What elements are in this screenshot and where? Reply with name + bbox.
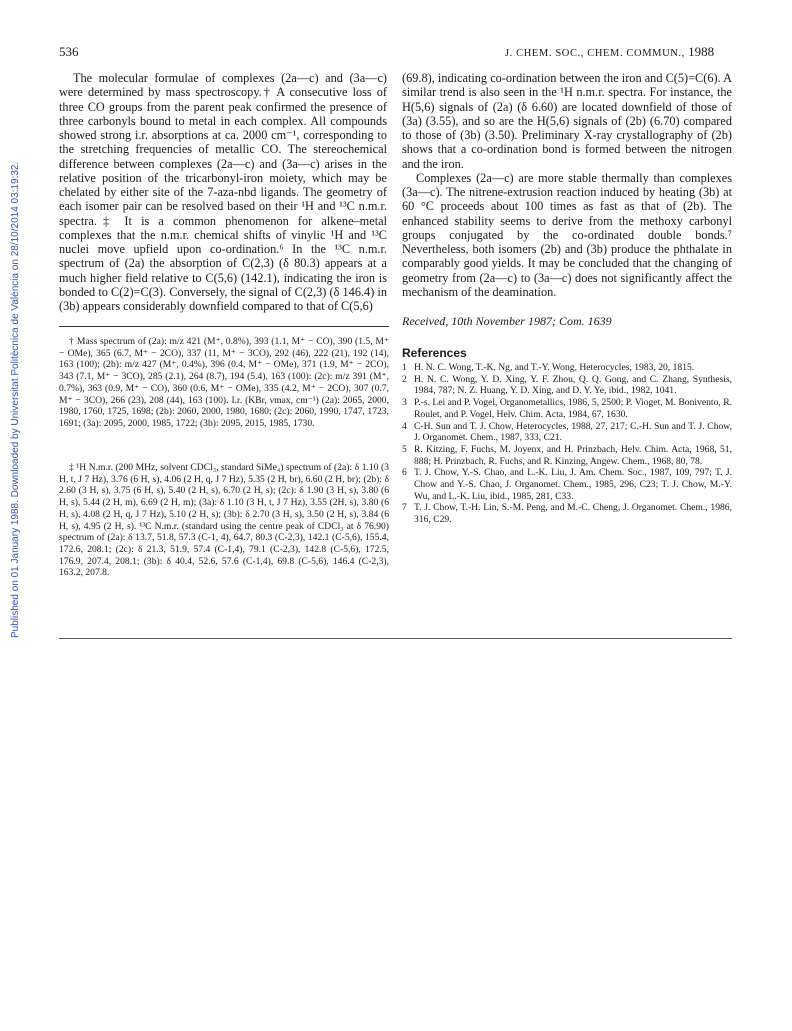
page-number: 536 [59, 44, 79, 59]
footnote-mass-spectrum [59, 336, 389, 430]
reference-number: 6 [402, 467, 407, 479]
reference-number: 3 [402, 397, 407, 409]
references-heading: References [402, 346, 467, 360]
publication-side-note [0, 150, 20, 650]
reference-number: 5 [402, 443, 407, 455]
journal-name: J. CHEM. SOC., CHEM. COMMUN., [505, 48, 685, 59]
reference-item [402, 444, 732, 467]
reference-item [402, 397, 732, 420]
reference-number: 4 [402, 420, 407, 432]
footnote-divider [59, 326, 389, 327]
reference-item [402, 362, 732, 374]
reference-number: 1 [402, 362, 407, 373]
body-paragraph: Complexes (2a—c) are more stable thermally than complexes (3a—c). The nitrene-extrusion reaction induced by heating (3b) at 60 °C proceeds about 100 times as fast as that of (2b). The enhanced stability seems to derive from the methoxy carbonyl groups conjugated by the co-ordinated double bonds.⁷ Nevertheless, both isomers (2b) and (3b) produce the phthalate in comparably good yields. It may be concluded that the changing of geometry from (2a—c) to (3a—c) does not significantly affect the mechanism of the deamination. [402, 170, 732, 299]
reference-item [402, 374, 732, 397]
page-bottom-rule [59, 638, 732, 639]
journal-year: 1988 [688, 44, 715, 59]
reference-item [402, 421, 732, 444]
footnote-text: † Mass spectrum of (2a): m/z 421 (M⁺, 0.8%), 393 (1.1, M⁺ − CO), 390 (1.5, M⁺ − OMe), 365 (6.7, M⁺ − 2CO), 337 (11, M⁺ − 3CO), 292 (46), 222 (21), 192 (14), 163 (100); (2b): m/z 427 (M⁺, 0.4%), 396 (0.4, M⁺ − OMe), 371 (1.9, M⁺ − 2CO), 343 (7.1, M⁺ − 3CO), 285 (2.1), 264 (8.7), 194 (5.4), 163 (100): (2c): m/z 391 (M⁺, 0.7%), 363 (0.9, M⁺ − CO), 360 (0.6, M⁺ − OMe), 335 (4.2, M⁺ − 2CO), 307 (0.7, M⁺ − 3CO), 266 (23), 208 (44), 163 (100). I.r. (KBr, νmax, cm⁻¹) (2a): 2065, 2000, 1980, 1760, 1725, 1698; (2b): 2060, 2000, 1980, 1680; (2c): 2060, 1990, 1747, 1723, 1691; (3a): 2095, 2000, 1985, 1722; (3b): 2095, 2015, 1985, 1730. [59, 336, 389, 429]
reference-text: T. J. Chow, T.-H. Lin, S.-M. Peng, and M.-C. Cheng, J. Organomet. Chem., 1986, 316, C29. [414, 502, 732, 526]
footnote-text: ‡ ¹H N.m.r. (200 MHz, solvent CDCl₃, standard SiMe₄) spectrum of (2a): δ 1.10 (3 H, t, J 7 Hz), 3.76 (6 H, s), 4.06 (2 H, q, J 7 Hz), 5.35 (2 H, br), 6.60 (2 H, br); (2b): δ 2.60 (3 H, s), 3.75 (6 H, s), 5.40 (2 H, s), 6.70 (2 H, s); (2c): δ 1.90 (3 H, s), 3.80 (6 H, s), 5.44 (2 H, m), 6.69 (2 H, m); (3a): δ 1.10 (3 H, t, J 7 Hz), 3.55 (2H, s), 3.80 (6 H, s), 4.08 (2 H, q, J 7 Hz), 5.10 (2 H, s); (3b): δ 2.70 (3 H, s), 3.50 (2 H, s), 3.84 (6 H, s), 4.95 (2 H, s). ¹³C N.m.r. (standard using the centre peak of CDCl₃ at δ 76.90) spectrum of (2a): δ 13.7, 51.8, 57.3 (C-1, 4), 64.7, 80.3 (C-2,3), 142.1 (C-5,6), 155.4, 172.6, 208.1; (2c): δ 21.3, 51.9, 57.4 (C-1,4), 79.1 (C-2,3), 142.8 (C-5,6), 172.5, 176.9, 207.4, 208.1; (3b): δ 40.4, 52.6, 57.6 (C-1,4), 69.8 (C-5,6), 146.4 (C-2,3), 163.2, 207.8. [59, 462, 389, 579]
reference-number: 7 [402, 502, 407, 514]
reference-text: H. N. C. Wong, Y. D. Xing, Y. F. Zhou, Q. Q. Gong, and C. Zhang, Synthesis, 1984, 787; N. Z. Huang, Y. D. Xing, and D. Y. Ye, ibid., 1982, 1041. [414, 373, 732, 397]
footnote-nmr [59, 462, 389, 579]
reference-text: T. J. Chow, Y.-S. Chao, and L.-K. Liu, J. Am. Chem. Soc., 1987, 109, 797; T. J. Chow and Y.-S. Chao, J. Organomet. Chem., 1985, 296, C23; T. J. Chow, M.-Y. Wu, and L.-K. Liu, ibid., 1985, 281, C33. [414, 467, 732, 502]
side-note-text[interactable]: Published on 01 January 1988. Downloaded by Universitat Politècnica de València on 28/10/2014 03:19:32. [10, 161, 21, 638]
reference-number: 2 [402, 373, 407, 385]
reference-text: P.-s. Lei and P. Vogel, Organometallics, 1986, 5, 2500; P. Vioget, M. Bonivento, R. Roulet, and P. Vogel, Helv. Chim. Acta, 1984, 67, 1630. [414, 397, 732, 420]
references-list [402, 362, 732, 526]
reference-text: C-H. Sun and T. J. Chow, Heterocycles, 1988, 27, 217; C.-H. Sun and T. J. Chow, J. Organomet. Chem., 1987, 333, C21. [414, 420, 732, 444]
left-column [59, 71, 387, 313]
body-paragraph: (69.8), indicating co-ordination between the iron and C(5)=C(6). A similar trend is also seen in the ¹H n.m.r. spectra. For instance, the H(5,6) signals of (2a) (δ 6.60) are located downfield of those of (3a) (3.55), and so are the H(5,6) signals of (2b) (6.70) compared to those of (3b) (3.50). Preliminary X-ray crystallography of (2b) shows that a co-ordination bond is formed between the nitrogen and the iron. [402, 71, 732, 171]
received-date: Received, 10th November 1987; Com. 1639 [402, 314, 612, 328]
reference-text: R. Kitzing, F. Fuchs, M. Joyenx, and H. Prinzbach, Helv. Chim. Acta, 1968, 51, 888; H. Prinzbach, R. Fuchs, and R. Kinzing, Angew. Chem., 1968, 80, 78. [414, 443, 732, 467]
running-header [505, 44, 714, 60]
body-paragraph: The molecular formulae of complexes (2a—c) and (3a—c) were determined by mass spectroscopy.† A consecutive loss of three CO groups from the parent peak confirmed the presence of three carbonyls bound to metal in each complex. All compounds showed strong i.r. absorptions at ca. 2000 cm⁻¹, corresponding to the stretching frequencies of metallic CO. The stereochemical difference between complexes (2a—c) and (3a—c) arises in the relative position of the tricarbonyl-iron moiety, which may be chelated by either site of the 7-aza-nbd ligands. The geometry of each isomer pair can be resolved based on their ¹H and ¹³C n.m.r. spectra.‡ It is a common phenomenon for alkene–metal complexes that the n.m.r. chemical shifts of vinylic ¹H and ¹³C nuclei move upfield upon co-ordination.⁶ In the ¹³C n.m.r. spectrum of (2a) the absorption of C(2,3) (δ 80.3) appears at a much higher field relative to C(5,6) (142.1), indicating the iron is bonded to C(2)=C(3). Conversely, the signal of C(2,3) (δ 146.4) in (3b) appears considerably downfield compared to that of C(5,6) [59, 71, 387, 313]
reference-item [402, 467, 732, 502]
reference-text: H. N. C. Wong, T.-K. Ng, and T.-Y. Wong, Heterocycles, 1983, 20, 1815. [414, 362, 695, 373]
right-column [402, 71, 732, 299]
reference-item [402, 502, 732, 525]
